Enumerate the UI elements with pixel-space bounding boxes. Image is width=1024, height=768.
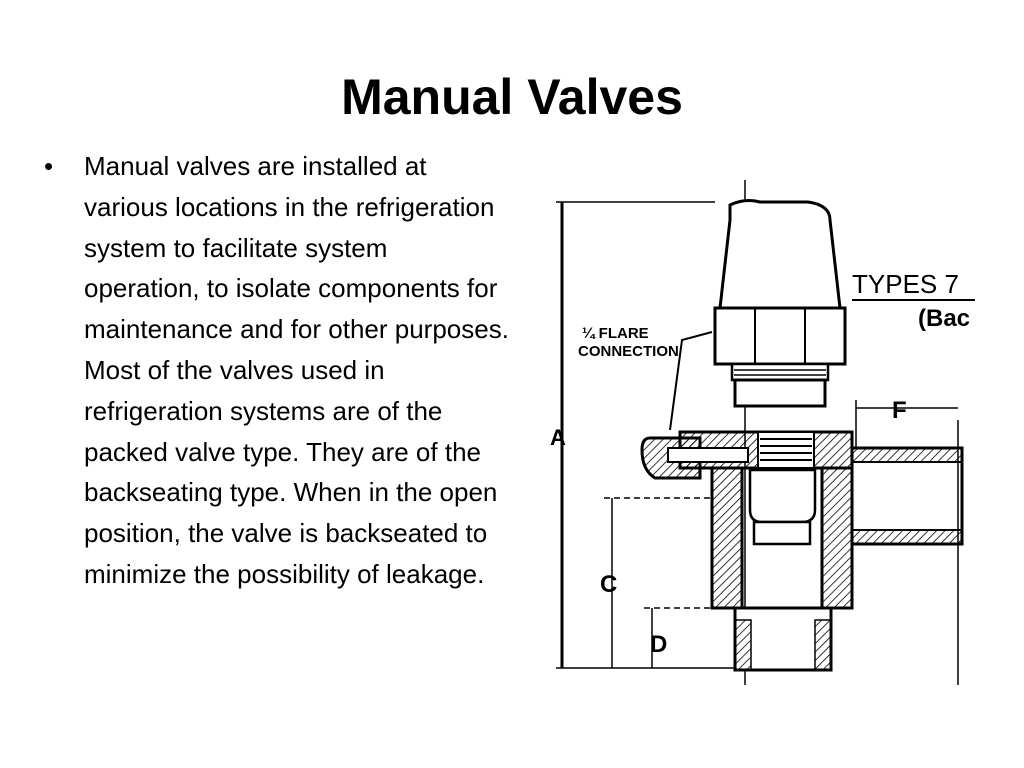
bullet-marker: • <box>44 151 54 181</box>
types-label: TYPES 7 <box>852 269 959 299</box>
hex-nut <box>715 308 845 364</box>
valve-body-right-wall <box>822 468 852 608</box>
valve-cap <box>720 201 840 308</box>
bullet-paragraph: Manual valves are installed at various locations in the refrigeration system to facilitate system operation, to isolate components for maintenance and for other purposes. Most of the valves used in refrigeration systems are of the packed valve type. They are of the backseating type. When in the open position, the valve is backseated to minimize the possibility of leakage. <box>84 151 509 589</box>
flare-label-line2: CONNECTION <box>578 343 679 360</box>
dim-c-label: C <box>600 571 618 598</box>
dim-f-label: F <box>892 397 907 424</box>
valve-diagram <box>540 180 975 690</box>
dim-d-label: D <box>650 631 668 658</box>
types-sub-label: (Bac <box>918 305 971 332</box>
slide-title: Manual Valves <box>341 69 683 125</box>
dim-a-label: A <box>550 425 566 450</box>
flare-label-line1: ¼ FLARE <box>582 325 649 342</box>
valve-body-left-wall <box>712 468 742 608</box>
